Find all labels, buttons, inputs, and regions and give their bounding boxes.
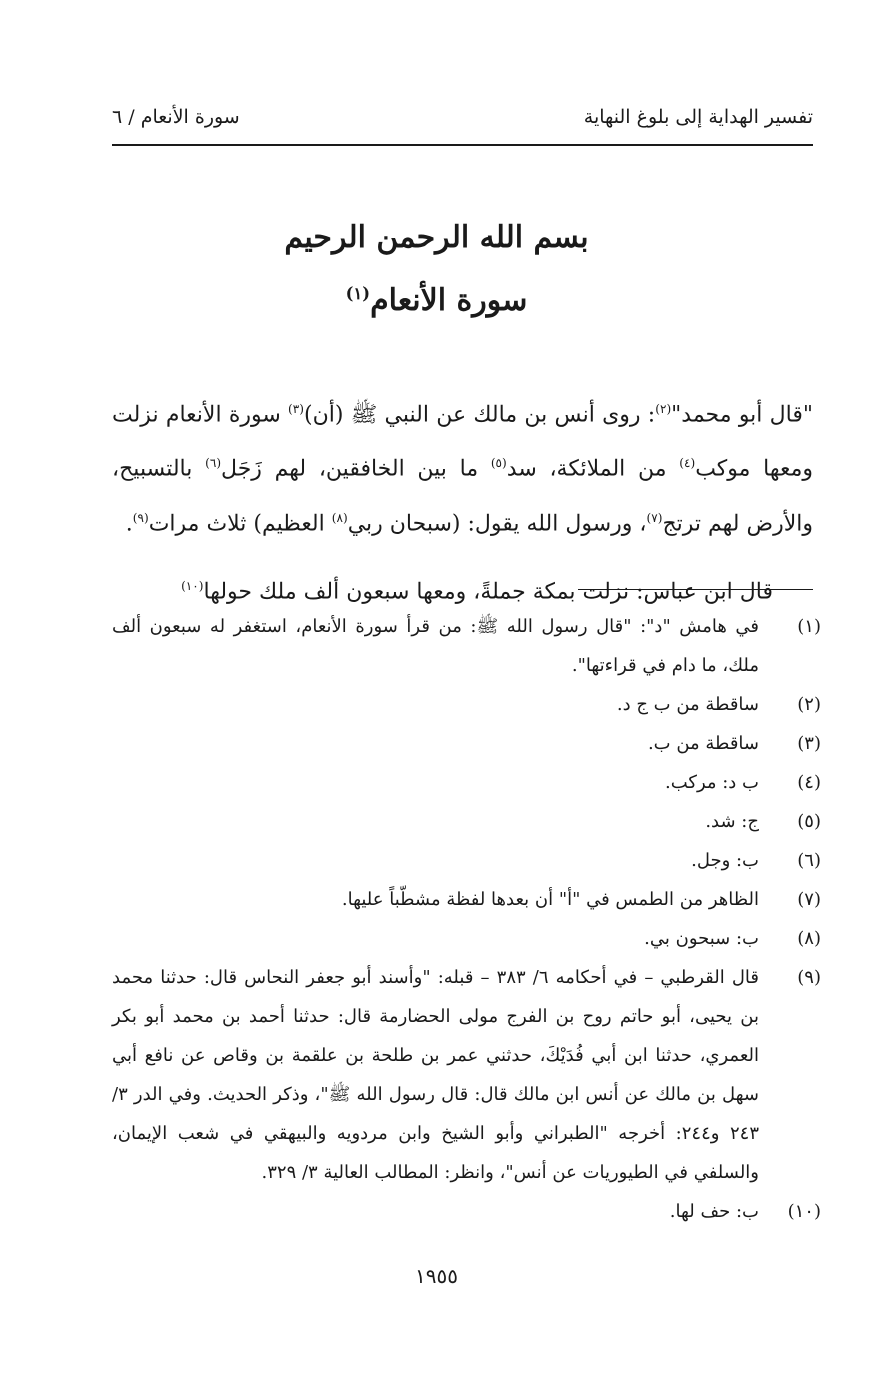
footnote-number: (٩) [797,967,821,988]
footnote [112,919,821,958]
footnote-number: (١) [797,616,821,637]
footnote-text: قال القرطبي – في أحكامه ٦/ ٣٨٣ – قبله: "وأسند أبو جعفر النحاس قال: حدثنا محمد بن يحيى، أبو حاتم روح بن الفرج مولى الحضارمة قال: حدثنا أحمد بن محمد أبو بكر العمري، حدثنا ابن أبي فُدَيْكَ، حدثني عمر بن طلحة بن علقمة بن وقاص عن نافع أبي سهل بن مالك عن أنس ابن مالك قال: قال رسول الله ﷺ"، وذكر الحديث. وفي الدر ٣/ ٢٤٣ و٢٤٤: أخرجه "الطبراني وأبو الشيخ وابن مردويه والبيهقي في شعب الإيمان، والسلفي في الطيوريات عن أنس"، وانظر: المطالب العالية ٣/ ٣٢٩. [112,967,759,1183]
footnote-ref: (٣) [288,402,304,416]
text-run: قال ابن عباس: نزلت بمكة جملةً، ومعها سبعون ألف ملك حولها [203,579,773,605]
text-run: من الملائكة، سد [506,456,680,482]
text-run: العظيم) ثلاث مرات [148,510,332,536]
footnote-number: (٨) [797,928,821,949]
footnote [112,958,821,1192]
footnote-ref: (١) [345,284,371,303]
footnote-ref: (١٠) [181,578,204,593]
footnote-ref: (٥) [490,456,507,471]
footnote-number: (٣) [797,733,821,754]
text-run: "قال أبو محمد" [671,402,814,428]
footnote-text: ب: سبحون بي. [644,928,759,949]
footnote [112,763,821,802]
footnote-text: في هامش "د": "قال رسول الله ﷺ: من قرأ سورة الأنعام، استغفر له سبعون ألف ملك، ما دام في قراءتها". [112,616,759,676]
footnote-number: (٢) [797,694,821,715]
text-run: : روى أنس بن مالك عن النبي ﷺ (أن) [303,402,656,428]
surah-title [0,283,873,318]
footnote-number: (٤) [797,772,821,793]
section-label: سورة الأنعام / ٦ [112,106,240,128]
footnote-number: (٥) [797,811,821,832]
running-header [112,100,813,144]
footnote [112,607,821,685]
main-text [112,385,813,616]
page-number: ١٩٥٥ [415,1264,458,1288]
footnote [112,880,821,919]
footnote-ref: (٢) [655,402,672,416]
header-divider [112,144,813,146]
footnote-text: الظاهر من الطمس في "أ" أن بعدها لفظة مشطّباً عليها. [341,889,759,910]
footnote-text: ب: حف لها. [669,1201,759,1222]
footnote-ref: (٨) [331,510,348,525]
footnote-number: (١٠) [787,1201,821,1222]
text-run: ، ورسول الله يقول: (سبحان ربي [347,510,647,536]
footnote-text: ساقطة من ب. [647,733,759,754]
footnote-ref: (٦) [205,456,222,471]
footnote [112,841,821,880]
footnote [112,802,821,841]
book-title: تفسير الهداية إلى بلوغ النهاية [583,106,813,128]
footnote-text: ب د: مركب. [664,772,759,793]
footnote-ref: (٧) [646,510,663,525]
footnote-number: (٦) [797,850,821,871]
footnote-text: ج: شد. [705,811,759,832]
text-run: . [125,510,133,536]
footnote-text: ب: وجل. [691,850,759,871]
footnote [112,1192,821,1231]
paragraph [112,385,813,548]
footnote-ref: (٤) [679,456,696,471]
footnote-divider [578,589,813,590]
text-run: سورة الأنعام نزلت ومعها موكب [112,402,813,482]
footnote-number: (٧) [797,889,821,910]
footnote [112,724,821,763]
text-run: ما بين الخافقين، لهم زَجَل [221,456,491,482]
basmala: بسم الله الرحمن الرحيم [284,220,589,255]
footnote-ref: (٩) [132,510,149,525]
surah-title-text: سورة الأنعام [370,283,528,318]
text-run: بالتسبيح، والأرض لهم ترتج [112,456,813,536]
footnote-text: ساقطة من ب ج د. [616,694,759,715]
footnote [112,685,821,724]
footnotes [112,607,821,1231]
